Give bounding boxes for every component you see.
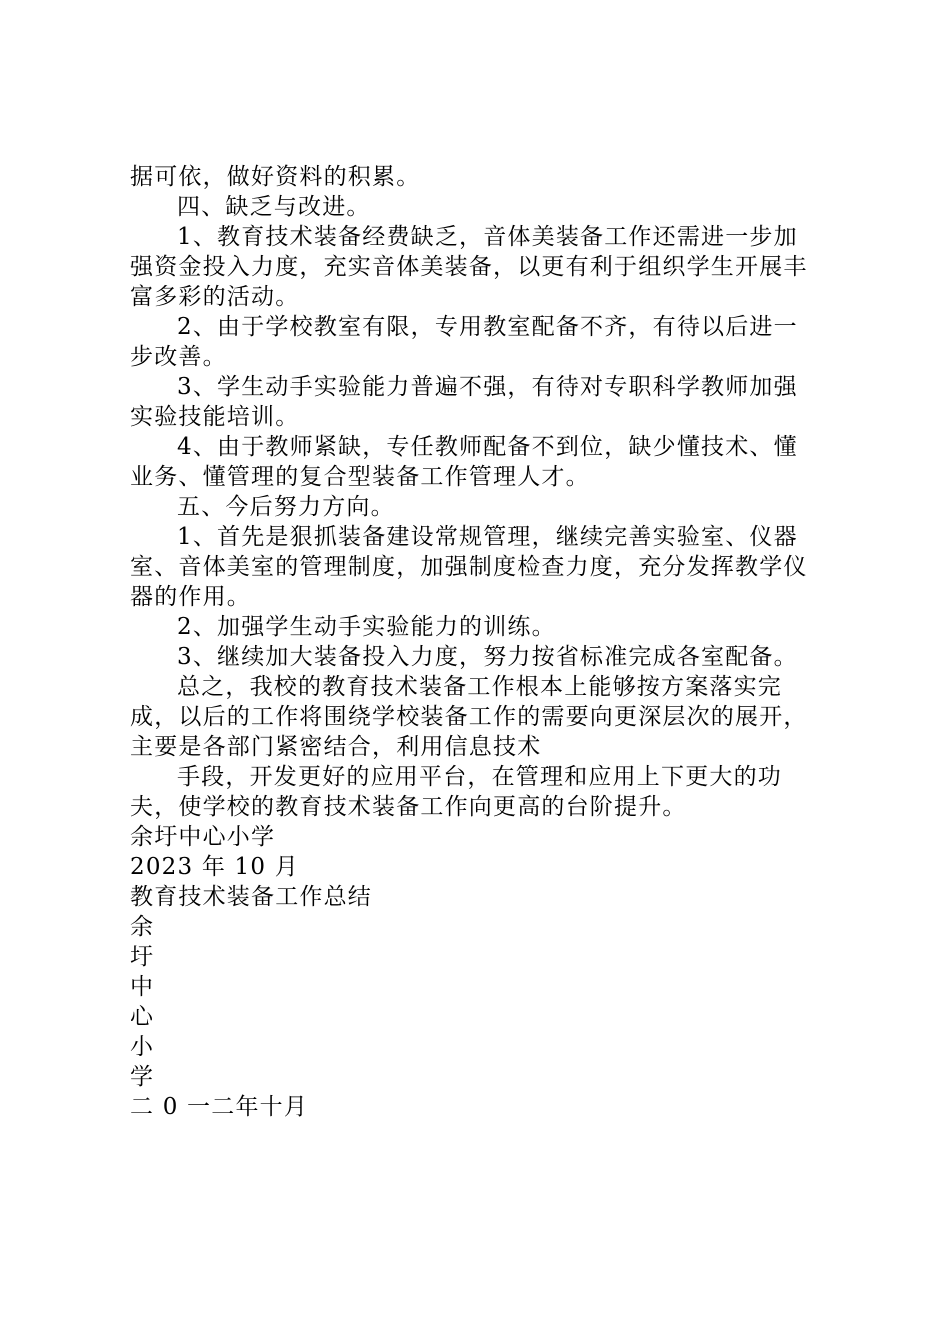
paragraph-direction-3: 3、继续加大装备投入力度，努力按省标准完成各室配备。 [177,644,798,670]
cover-school-char: 小 [130,1034,155,1060]
paragraph-shortcoming-3: 3、学生动手实验能力普遍不强，有待对专职科学教师加强实验技能培训。 [130,374,798,430]
paragraph-direction-1: 1、首先是狠抓装备建设常规管理，继续完善实验室、仪器室、音体美室的管理制度，加强制度检查力度，充分发挥教学仪器的作用。 [130,524,808,610]
signature-date: 2023 年 10 月 [130,854,299,880]
paragraph-continuation: 据可依，做好资料的积累。 [130,164,421,190]
cover-date: 二 0 一二年十月 [130,1094,309,1120]
paragraph-conclusion: 总之，我校的教育技术装备工作根本上能够按方案落实完成，以后的工作将围绕学校装备工作的需要向更深层次的展开，主要是各部门紧密结合，利用信息技术 [130,674,808,760]
paragraph-shortcoming-4: 4、由于教师紧缺，专任教师配备不到位，缺少懂技术、懂业务、懂管理的复合型装备工作管理人才。 [130,434,798,490]
cover-school-char: 心 [130,1004,155,1030]
cover-school-char: 余 [130,914,155,940]
cover-school-char: 圩 [130,944,155,970]
paragraph-conclusion-continued: 手段，开发更好的应用平台，在管理和应用上下更大的功夫，使学校的教育技术装备工作向更高的台阶提升。 [130,764,782,820]
paragraph-direction-2: 2、加强学生动手实验能力的训练。 [177,614,556,640]
paragraph-shortcoming-2: 2、由于学校教室有限，专用教室配备不齐，有待以后进一步改善。 [130,314,798,370]
section-heading-shortcomings: 四、缺乏与改进。 [177,194,371,220]
signature-school: 余圩中心小学 [130,824,276,850]
document-body [130,162,820,1122]
cover-school-char: 学 [130,1064,155,1090]
cover-school-char: 中 [130,974,155,1000]
paragraph-shortcoming-1: 1、教育技术装备经费缺乏，音体美装备工作还需进一步加强资金投入力度，充实音体美装备，以更有利于组织学生开展丰富多彩的活动。 [130,224,808,310]
section-heading-future-direction: 五、今后努力方向。 [177,494,395,520]
cover-title: 教育技术装备工作总结 [130,884,372,910]
